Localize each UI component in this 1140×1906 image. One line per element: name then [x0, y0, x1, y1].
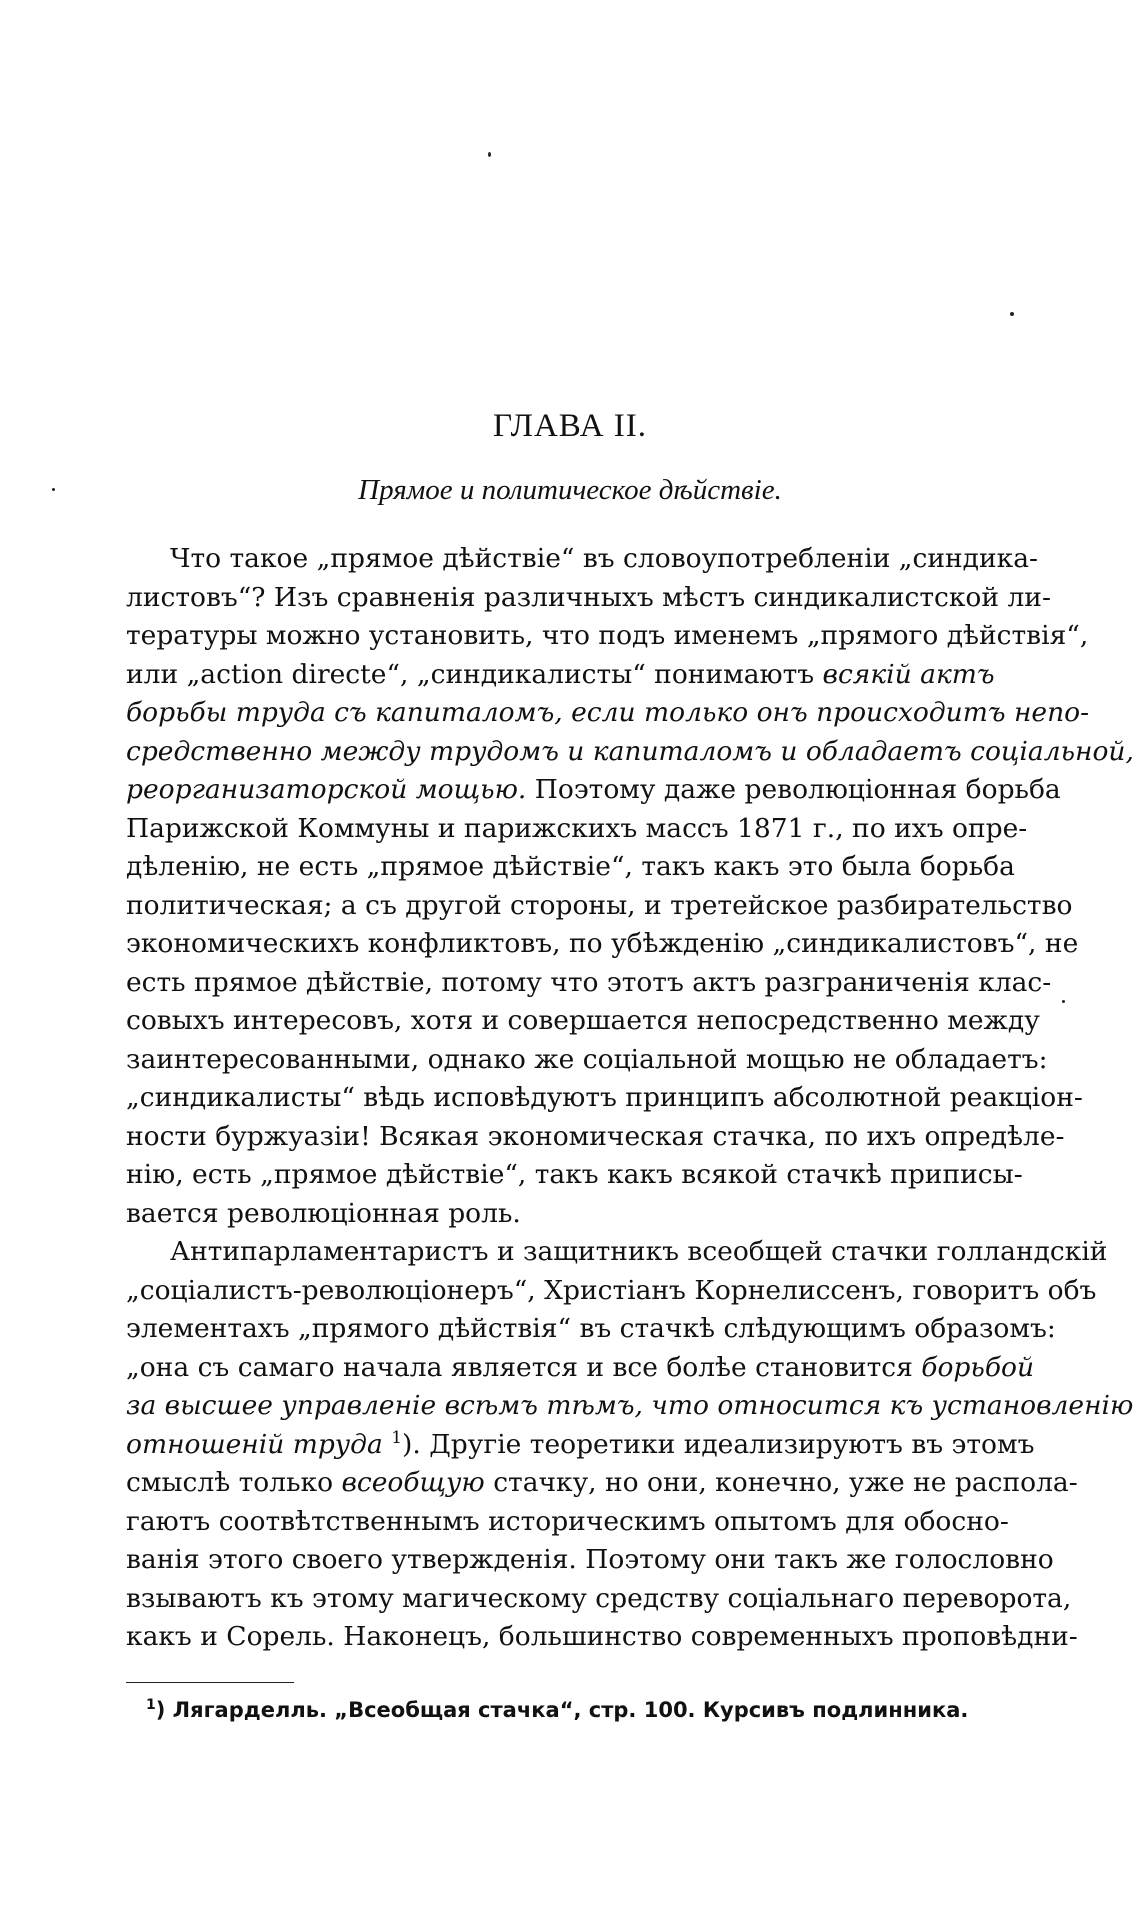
text-run: взываютъ къ этому магическому средству соціальнаго переворота, — [126, 1582, 1072, 1614]
body-text — [126, 540, 1134, 1657]
text-line — [126, 1195, 982, 1234]
text-line — [126, 887, 1073, 926]
text-run: средственно между трудомъ и капиталомъ и обладаетъ соціальной, — [126, 735, 1134, 767]
scan-speck — [1062, 1000, 1065, 1003]
text-run: заинтересованными, однако же соціальной мощью не обладаетъ: — [126, 1043, 1048, 1075]
text-line — [126, 964, 1052, 1003]
text-run: экономическихъ конфликтовъ, по убѣжденію „синдикалистовъ“, не — [126, 928, 1079, 959]
text-line — [126, 771, 1061, 810]
text-run: совыхъ интересовъ, хотя и совершается непосредственно между — [126, 1005, 1040, 1036]
text-line — [126, 1233, 1108, 1272]
text-line — [126, 617, 1089, 656]
text-run: есть прямое дѣйствіе, потому что этотъ актъ разграниченія клас- — [126, 966, 1052, 998]
text-run: „соціалистъ-революціонеръ“, Христіанъ Корнелиссенъ, говоритъ объ — [126, 1274, 1097, 1306]
text-line — [126, 810, 1028, 849]
text-run: нію, есть „прямое дѣйствіе“, такъ какъ всякой стачкѣ приписы- — [126, 1159, 1023, 1190]
chapter-title: ГЛАВА II. — [492, 408, 648, 444]
text-run: за высшее управленіе всѣмъ тѣмъ, что относится къ установленію — [126, 1390, 1134, 1421]
text-line — [126, 656, 995, 695]
text-run: борьбы труда съ капиталомъ, если только онъ происходитъ непо- — [126, 697, 1090, 728]
text-run: дѣленію, не есть „прямое дѣйствіе“, такъ какъ это была борьба — [126, 851, 1015, 882]
footnote-text: ) Лягарделль. „Всеобщая стачка“, стр. 100. Курсивъ подлинника. — [155, 1698, 969, 1722]
text-run: борьбой — [921, 1351, 1035, 1383]
text-line — [126, 1272, 1097, 1311]
text-run: какъ и Сорель. Наконецъ, большинство современныхъ проповѣдни- — [126, 1621, 1078, 1652]
scan-speck — [488, 152, 491, 157]
text-line — [126, 1079, 1083, 1118]
footnote — [146, 1698, 968, 1722]
text-line — [126, 1541, 1054, 1580]
text-line — [126, 733, 1134, 772]
text-run: ванія этого своего утвержденія. Поэтому они такъ же голословно — [126, 1544, 1054, 1575]
text-run: гаютъ соотвѣтственнымъ историческимъ опытомъ для обосно- — [126, 1505, 1009, 1537]
text-run: всеобщую — [341, 1467, 485, 1498]
text-line — [126, 1387, 1134, 1426]
text-run: всякій актъ — [822, 658, 995, 690]
footnote-mark: 1 — [146, 1697, 156, 1713]
text-run: листовъ“? Изъ сравненія различныхъ мѣстъ синдикалистской ли- — [126, 581, 1051, 613]
text-line — [126, 1156, 1023, 1195]
text-line — [126, 1464, 1078, 1503]
text-line — [126, 1118, 1065, 1157]
text-run: элементахъ „прямого дѣйствія“ въ стачкѣ слѣдующимъ образомъ: — [126, 1313, 1056, 1344]
text-run: Парижской Коммуны и парижскихъ массъ 1871 г., по ихъ опре- — [126, 812, 1028, 844]
scan-speck — [1010, 312, 1014, 316]
text-run: реорганизаторской мощью. — [126, 774, 527, 805]
text-line — [126, 848, 1015, 887]
chapter-subtitle: Прямое и политическое дѣйствіе. — [358, 474, 782, 506]
text-line — [126, 579, 1051, 618]
text-run: „синдикалисты“ вѣдь исповѣдуютъ принципъ абсолютной реакціон- — [126, 1082, 1083, 1113]
text-run: ). Другіе теоретики идеализируютъ въ этомъ — [402, 1428, 1035, 1460]
text-line — [126, 1002, 1040, 1041]
text-run: смыслѣ только — [126, 1467, 342, 1498]
text-line — [126, 540, 1038, 579]
text-line — [126, 925, 1079, 964]
text-line — [126, 1580, 1072, 1619]
text-run: тературы можно установить, что подъ именемъ „прямого дѣйствія“, — [126, 620, 1089, 651]
text-run: вается революціонная роль. — [126, 1197, 521, 1229]
text-line — [126, 1041, 1048, 1080]
text-run: политическая; а съ другой стороны, и третейское разбирательство — [126, 889, 1073, 921]
text-run: стачку, но они, конечно, уже не распола- — [484, 1467, 1078, 1498]
text-run: „она съ самаго начала является и все болѣе становится — [126, 1351, 922, 1383]
text-run: Что такое „прямое дѣйствіе“ въ словоупотребленіи „синдика- — [170, 543, 1038, 574]
text-line — [126, 694, 1090, 733]
footnote-rule — [126, 1682, 294, 1683]
text-line — [126, 1310, 1056, 1349]
text-run: отношеній труда — [126, 1428, 383, 1460]
text-line — [126, 1618, 1078, 1657]
text-run: Антипарламентаристъ и защитникъ всеобщей стачки голландскій — [170, 1236, 1108, 1267]
text-run — [383, 1429, 391, 1460]
text-run: Поэтому даже революціонная борьба — [526, 774, 1061, 805]
text-line — [126, 1503, 1009, 1542]
text-run: или „action directe“, „синдикалисты“ понимаютъ — [126, 658, 823, 690]
text-run: ности буржуазіи! Всякая экономическая стачка, по ихъ опредѣле- — [126, 1120, 1065, 1152]
text-line — [126, 1349, 1035, 1388]
text-line — [126, 1426, 1035, 1465]
footnote-reference: 1 — [391, 1427, 403, 1448]
